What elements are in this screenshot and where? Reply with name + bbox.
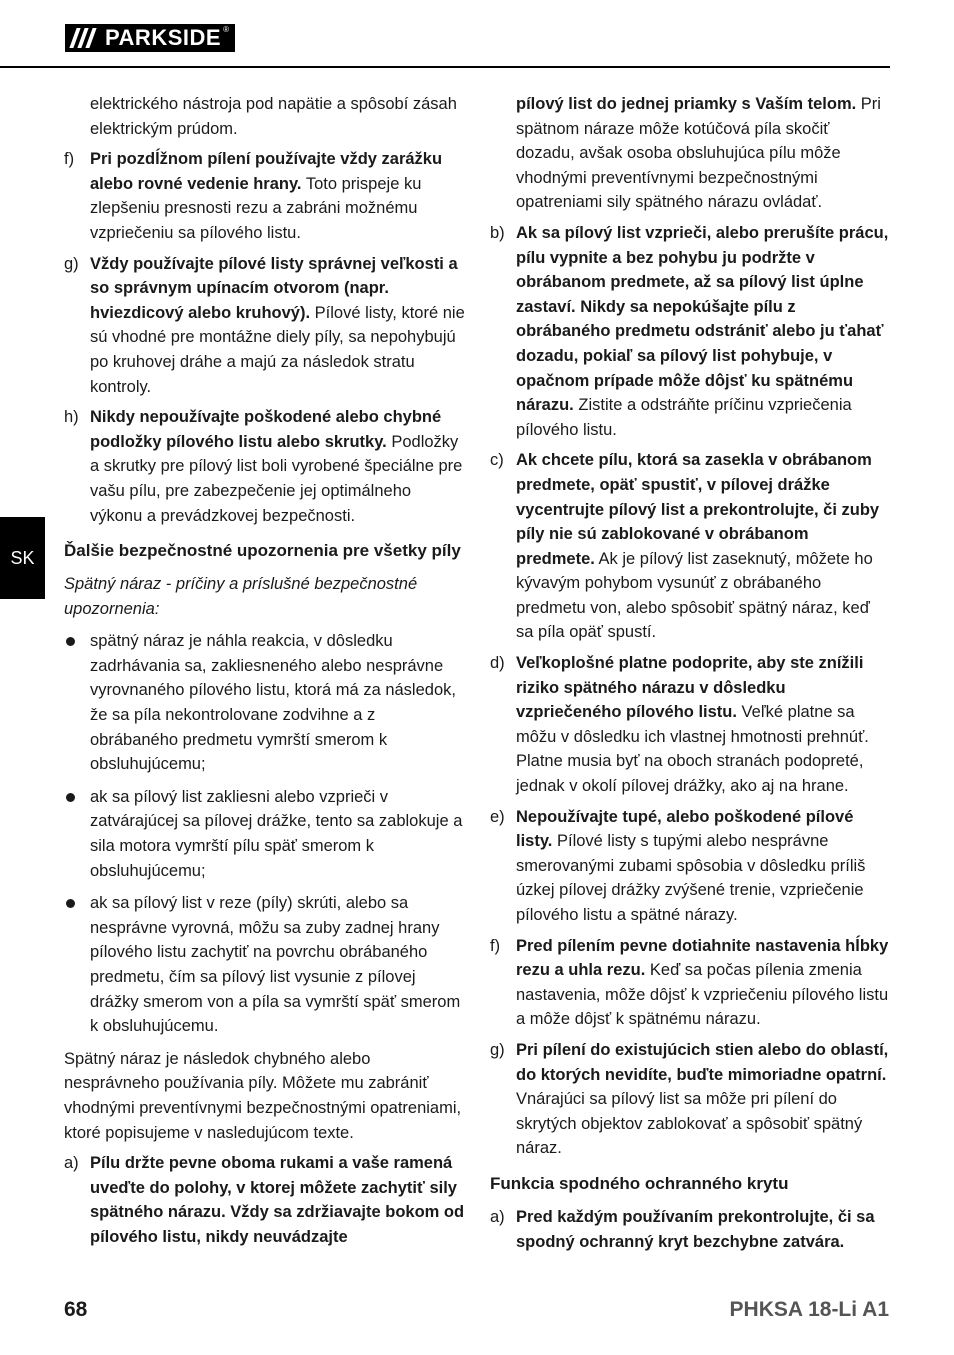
- list-item-f: [64, 147, 466, 245]
- header-divider: [0, 66, 890, 68]
- item-text: Toto prispeje ku zlepšeniu presnosti rezu a zabráni možnému vzpriečeniu sa pílového listu.: [90, 174, 422, 242]
- list-item-h: [64, 405, 466, 528]
- item-bold: Pred každým používaním prekontrolujte, či sa spodný ochranný kryt bezchybne zatvára.: [516, 1207, 875, 1251]
- list-item-f: [490, 934, 890, 1032]
- bullet-icon: [66, 899, 75, 908]
- continuation-text: elektrického nástroja pod napätie a spôsobí zásah elektrickým prúdom.: [90, 95, 457, 138]
- item-bold: Ak chcete pílu, ktorá sa zasekla v obrábanom predmete, opäť spustiť, v pílovej drážke vycentrujte pílový list a prekontrolujte, či zuby píly nie sú zablokované v obrábanom predmete.: [516, 451, 880, 568]
- item-text: Veľké platne sa môžu v dôsledku ich vlastnej hmotnosti prehnúť. Platne musia byť na oboch stranách podopreté, jednak v okolí pílovej drážky, ako aj na hrane.: [516, 703, 869, 796]
- item-text: Vnárajúci sa pílový list sa môže pri pílení do skrytých objektov zablokovať a spôsobiť spätný náraz.: [516, 1090, 863, 1158]
- logo-stripes-icon: [65, 24, 101, 52]
- bullet-item: ak sa pílový list v reze (píly) skrúti, alebo sa nesprávne vyrovná, môžu sa zuby zadnej hrany pílového listu zachytiť na povrchu obrábaného predmetu, čím sa pílový list vysunie z pílovej drážky smerom von a píla sa vymrští späť smerom k obsluhujúcemu.: [64, 891, 466, 1039]
- bullet-item: ak sa pílový list zakliesni alebo vzprieči v zatvárajúcej sa pílovej drážke, tento sa zablokuje a sila motora vymrští pílu späť smerom k obsluhujúcemu;: [64, 785, 466, 883]
- list-item-e: [490, 805, 890, 928]
- item-bold: Pred pílením pevne dotiahnite nastavenia hĺbky rezu a uhla rezu.: [516, 936, 889, 980]
- item-bold: Pri pílení do existujúcich stien alebo do oblastí, do ktorých nevidíte, buďte mimoriadne opatrní.: [516, 1040, 889, 1084]
- list-item-d: [490, 651, 890, 799]
- section-subheading: Spätný náraz - príčiny a príslušné bezpečnostné upozornenia:: [64, 575, 418, 618]
- list-item-a: [490, 1205, 890, 1254]
- bullet-icon: [66, 637, 75, 646]
- item-text: Zistite a odstráňte príčinu vzpriečenia pílového listu.: [516, 396, 852, 439]
- registered-mark: ®: [223, 25, 230, 34]
- item-label: e): [490, 807, 505, 826]
- paragraph: Spätný náraz je následok chybného alebo nesprávneho používania píly. Môžete mu zabrániť vhodnými preventívnymi bezpečnostnými opatreniami, ktoré popisujeme v nasledujúcom texte.: [64, 1049, 462, 1142]
- list-item-a: [64, 1151, 466, 1249]
- item-label: b): [490, 223, 505, 242]
- language-tab: SK: [0, 517, 45, 599]
- item-label: c): [490, 451, 504, 470]
- item-label: h): [64, 408, 79, 427]
- logo: [65, 24, 235, 52]
- item-label: g): [64, 254, 79, 273]
- item-bold: Vždy používajte pílové listy správnej veľkosti a so správnym upínacím otvorom (napr. hviezdicový alebo kruhový).: [90, 254, 458, 322]
- page-number: 68: [64, 1298, 88, 1321]
- brand-text: PARKSIDE: [105, 25, 222, 50]
- item-label: a): [64, 1154, 79, 1173]
- item-label: a): [490, 1207, 505, 1226]
- section-heading: Ďalšie bezpečnostné upozornenia pre všetky píly: [64, 541, 461, 561]
- section-heading: Funkcia spodného ochranného krytu: [490, 1173, 789, 1193]
- item-text: Podložky a skrutky pre pílový list boli vyrobené špeciálne pre vašu pílu, pre zabezpečenie jej optimálneho výkonu a prevádzkovej bezpečnosti.: [90, 432, 463, 525]
- list-item-c: [490, 448, 890, 645]
- item-label: f): [490, 936, 501, 955]
- item-bold: Nikdy nepoužívajte poškodené alebo chybné podložky pílového listu alebo skrutky.: [90, 408, 442, 451]
- item-bold: Veľkoplošné platne podoprite, aby ste znížili riziko spätného nárazu v dôsledku vzpriečeného pílového listu.: [516, 654, 864, 722]
- item-label: d): [490, 654, 505, 673]
- bullet-item: spätný náraz je náhla reakcia, v dôsledku zadrhávania sa, zakliesneného alebo nesprávne vyrovnaného pílového listu, ktorá má za následok, že sa píla nekontrolovane zodvihne a z obrábaného predmetu vymrští smerom k obsluhujúcemu;: [64, 629, 466, 777]
- list-item-g: [64, 252, 466, 400]
- bullet-icon: [66, 793, 75, 802]
- left-column: [64, 92, 466, 1256]
- item-text: Pílové listy s tupými alebo nesprávne smerovanými zubami spôsobia v dôsledku príliš úzkej pílovej drážky zvýšené trenie, vzpriečenie pílového listu a spätné nárazy.: [516, 832, 866, 924]
- right-column: [490, 92, 890, 1260]
- item-text: Ak je pílový list zaseknutý, môžete ho kývavým pohybom vysunúť z obrábaného predmetu von, alebo spôsobiť spätný náraz, keď sa píla opäť spustí.: [516, 549, 873, 642]
- item-text: Keď sa počas pílenia zmenia nastavenia, môže dôjsť k vzpriečeniu pílového listu a môže dôjsť k spätnému nárazu.: [516, 961, 889, 1029]
- item-label: g): [490, 1040, 505, 1059]
- item-label: f): [64, 150, 75, 169]
- list-item-b: [490, 221, 890, 442]
- item-bold: Pri pozdĺžnom pílení používajte vždy zarážku alebo rovné vedenie hrany.: [90, 150, 443, 193]
- continuation-text: pílový list do jednej priamky s Vaším telom. Pri spätnom náraze môže kotúčová píla skočiť dozadu, avšak osoba obsluhujúca pílu môže vhodnými preventívnymi bezpečnostnými opatreniami sily spätného nárazu ovládať.: [516, 95, 881, 212]
- item-bold: Pílu držte pevne oboma rukami a vaše ramená uveďte do polohy, v ktorej môžete zachytiť sily spätného nárazu. Vždy sa zdržiavajte bokom od pílového listu, nikdy neuvádzajte: [90, 1154, 465, 1246]
- item-bold: Ak sa pílový list vzprieči, alebo prerušíte prácu, pílu vypnite a bez pohybu ju podržte v obrábanom predmete, až sa pílový list úplne zastaví. Nikdy sa nepokúšajte pílu z obrábaného predmetu odstrániť alebo ju ťahať dozadu, pokiaľ sa pílový list pohybuje, v opačnom prípade môže dôjsť ku spätnému nárazu.: [516, 223, 889, 415]
- brand-name: [101, 24, 235, 52]
- item-bold: Nepoužívajte tupé, alebo poškodené pílové listy.: [516, 807, 854, 851]
- list-item-g: [490, 1038, 890, 1161]
- item-text: Pílové listy, ktoré nie sú vhodné pre montážne diely píly, sa nepohybujú po kruhovej dráhe a majú za následok stratu kontroly.: [90, 303, 465, 396]
- model-name: PHKSA 18-Li A1: [729, 1298, 889, 1321]
